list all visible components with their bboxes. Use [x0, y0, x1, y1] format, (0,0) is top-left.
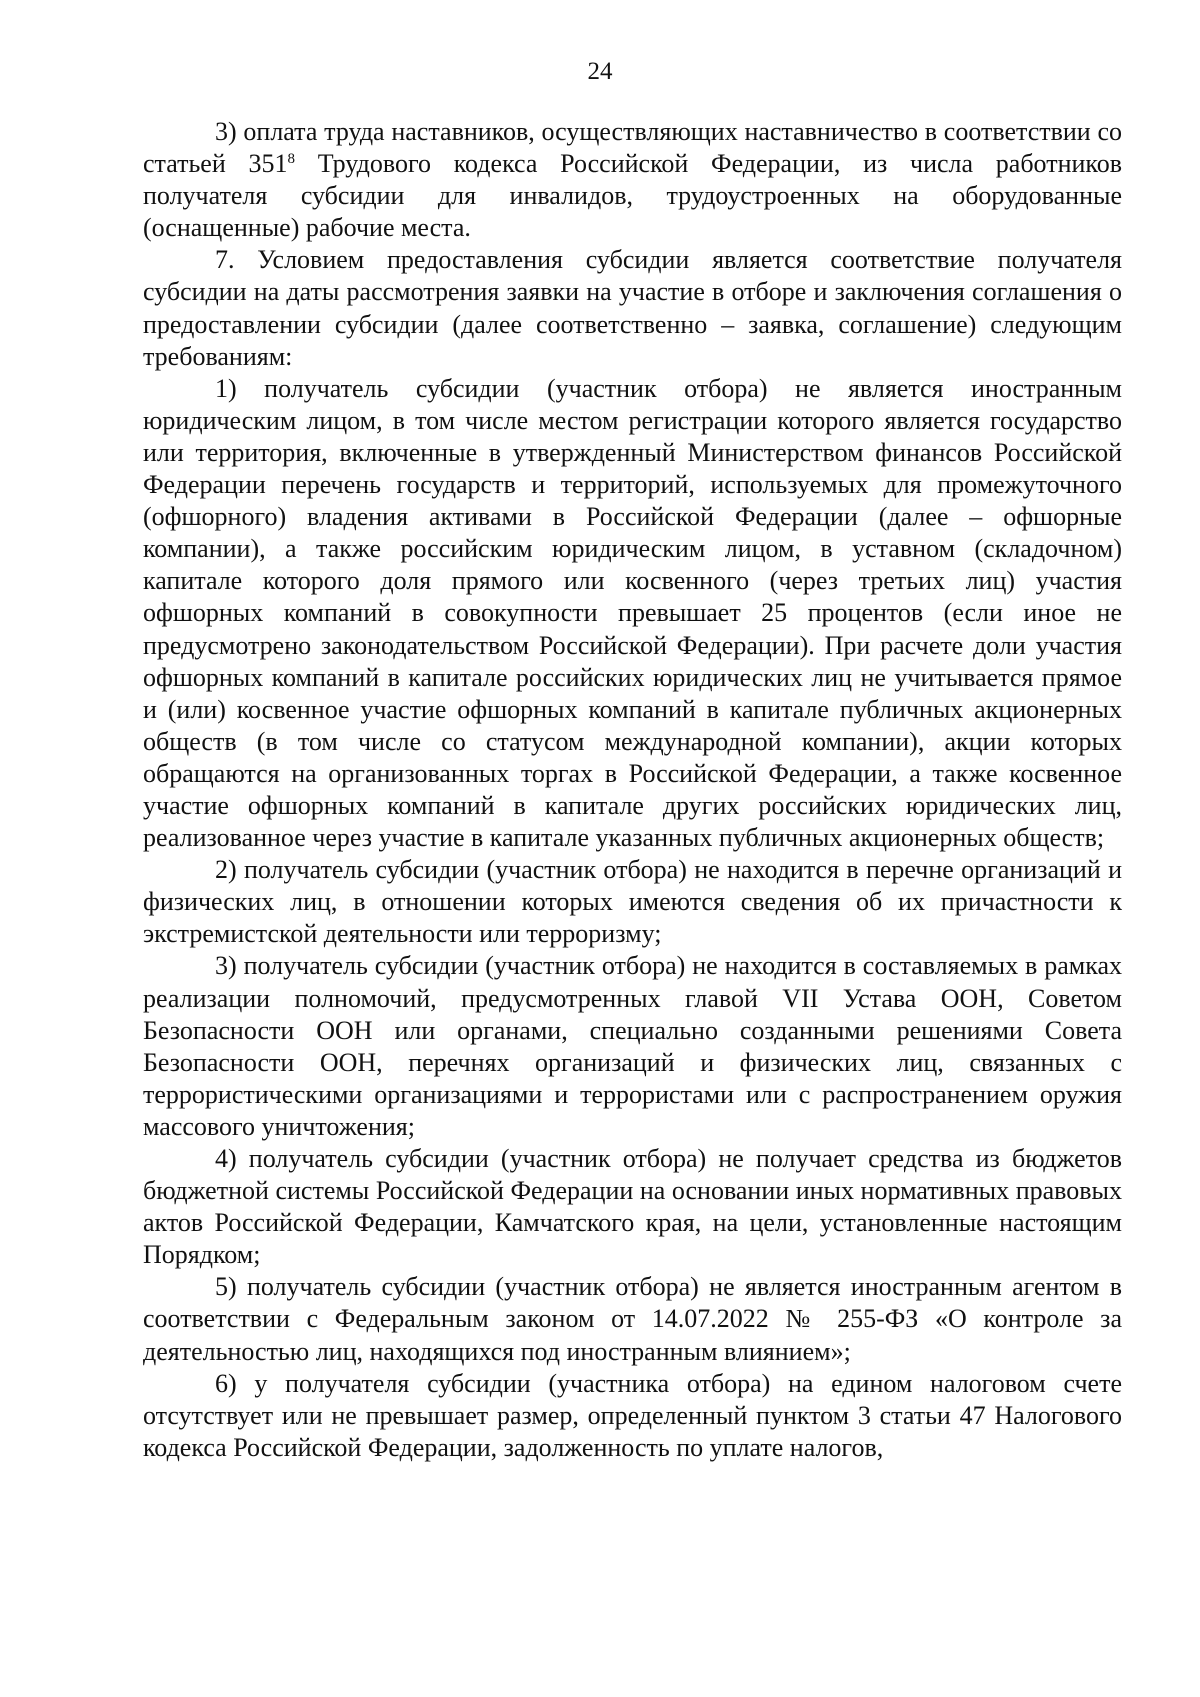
paragraph-text: Трудового кодекса Российской Федерации, из числа работников получателя субсидии для инвалидов, трудоустроенных на оборудованные (оснащенные) рабочие места.	[143, 149, 1122, 243]
paragraph-requirement-3: 3) получатель субсидии (участник отбора) не находится в составляемых в рамках реализации полномочий, предусмотренных главой VII Устава ООН, Советом Безопасности ООН или органами, специально созданными решениями Совета Безопасности ООН, перечнях организаций и физических лиц, связанных с террористическими организациями и террористами или с распространением оружия массового уничтожения;	[143, 951, 1122, 1141]
superscript-8: 8	[287, 151, 295, 168]
document-body	[143, 116, 1122, 1464]
paragraph-requirement-5: 5) получатель субсидии (участник отбора) не является иностранным агентом в соответствии с Федеральным законом от 14.07.2022 № 255-ФЗ «О контроле за деятельностью лиц, находящихся под иностранным влиянием»;	[143, 1272, 1122, 1366]
paragraph-item-3-mentors-pay	[143, 116, 1122, 244]
paragraph-requirement-6: 6) у получателя субсидии (участника отбора) на едином налоговом счете отсутствует или не превышает размер, определенный пунктом 3 статьи 47 Налогового кодекса Российской Федерации, задолженность по уплате налогов,	[143, 1368, 1122, 1462]
paragraph-requirement-4: 4) получатель субсидии (участник отбора) не получает средства из бюджетов бюджетной системы Российской Федерации на основании иных нормативных правовых актов Российской Федерации, Камчатского края, на цели, установленные настоящим Порядком;	[143, 1144, 1122, 1270]
paragraph-text: 3) оплата труда наставников, осуществляющих наставничество в соответствии со статьей 351	[143, 117, 1122, 179]
paragraph-requirement-1: 1) получатель субсидии (участник отбора) не является иностранным юридическим лицом, в том числе местом регистрации которого является государство или территория, включенные в утвержденный Министерством финансов Российской Федерации перечень государств и территорий, используемых для промежуточного (офшорного) владения активами в Российской Федерации (далее – офшорные компании), а также российским юридическим лицом, в уставном (складочном) капитале которого доля прямого или косвенного (через третьих лиц) участия офшорных компаний в совокупности превышает 25 процентов (если иное не предусмотрено законодательством Российской Федерации). При расчете доли участия офшорных компаний в капитале российских юридических лиц не учитывается прямое и (или) косвенное участие офшорных компаний в капитале публичных акционерных обществ (в том числе со статусом международной компании), акции которых обращаются на организованных торгах в Российской Федерации, а также косвенное участие офшорных компаний в капитале других российских юридических лиц, реализованное через участие в капитале указанных публичных акционерных обществ;	[143, 373, 1122, 853]
paragraph-clause-7: 7. Условием предоставления субсидии является соответствие получателя субсидии на даты рассмотрения заявки на участие в отборе и заключения соглашения о предоставлении субсидии (далее соответственно – заявка, соглашение) следующим требованиям:	[143, 245, 1122, 371]
page-number: 24	[587, 58, 613, 85]
paragraph-requirement-2: 2) получатель субсидии (участник отбора) не находится в перечне организаций и физических лиц, в отношении которых имеются сведения об их причастности к экстремистской деятельности или терроризму;	[143, 855, 1122, 949]
